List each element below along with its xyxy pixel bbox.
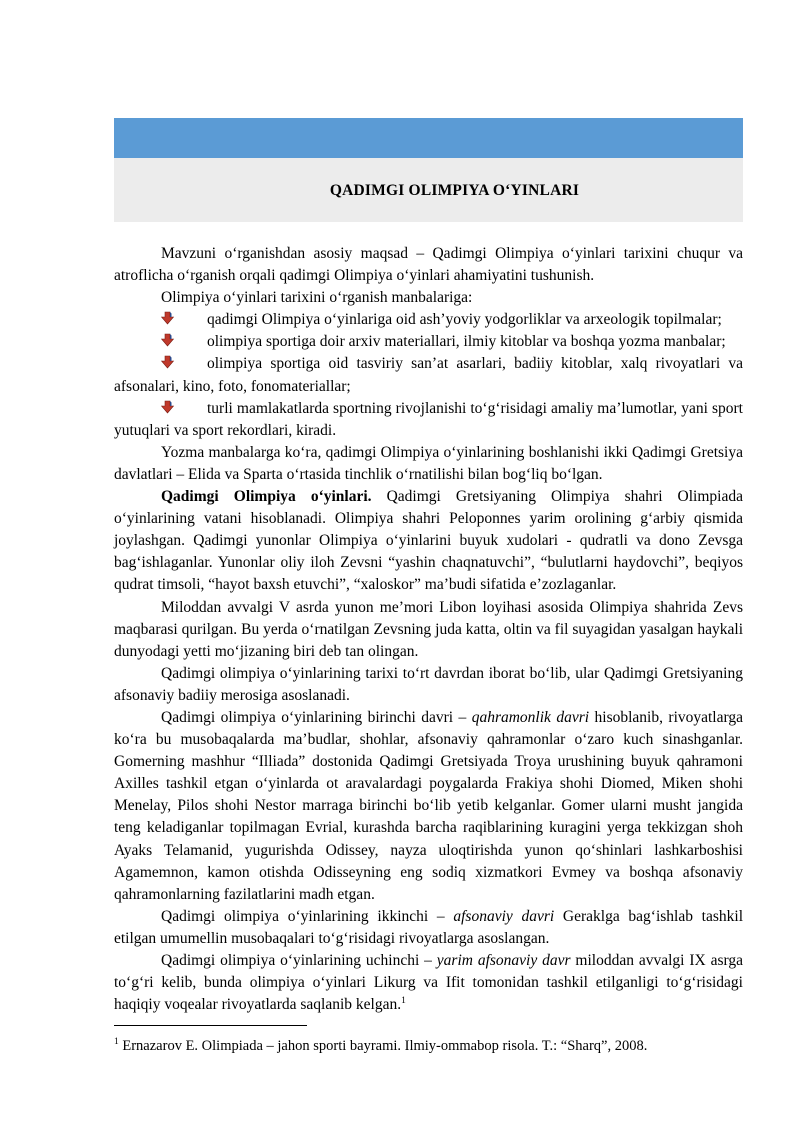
footnote-text: Ernazarov E. Olimpiada – jahon sporti bayrami. Ilmiy-ommabop risola. T.: “Sharq”, 2008. <box>118 1038 648 1054</box>
third-period-paragraph: Qadimgi olimpiya o‘yinlarining uchinchi – yarim afsonaviy davr miloddan avvalgi IX asrga to‘g‘ri kelib, bunda olimpiya o‘yinlari Likurg va Ifit tomonidan tashkil etilganligi to‘g‘risidagi haqiqiy voqealar rivoyatlarda saqlanib kelgan.$^1$ <box>114 952 743 1014</box>
list-item-text: olimpiya sportiga doir arxiv materiallari, ilmiy kitoblar va boshqa yozma manbalar; <box>207 333 726 351</box>
arrow-down-icon <box>161 311 175 325</box>
second-period-paragraph: Qadimgi olimpiya o‘yinlarining ikkinchi – afsonaviy davri Geraklga bag‘ishlab tashkil etilgan umumellin musobaqalari to‘g‘risidagi rivoyatlarga asoslangan. <box>114 907 743 947</box>
list-item <box>114 353 743 397</box>
footnote-marker: 1 <box>114 1037 119 1048</box>
page-title: QADIMGI OLIMPIYA O‘YINLARI <box>329 182 580 199</box>
list-item-text: qadimgi Olimpiya o‘yinlariga oid ash’yoviy yodgorliklar va arxeologik topilmalar; <box>207 311 722 329</box>
arrow-down-icon <box>161 355 175 369</box>
written-sources-paragraph: Yozma manbalarga ko‘ra, qadimgi Olimpiya o‘yinlarining boshlanishi ikki Qadimgi Gretsiya davlatlari – Elida va Sparta o‘rtasida tinchlik o‘rnatilishi bilan bog‘liq bo‘lgan. <box>114 443 743 483</box>
list-item <box>114 309 743 331</box>
footnote-reference[interactable]: 1 <box>401 996 406 1007</box>
footnote-separator <box>114 1025 307 1026</box>
first-period-paragraph: Qadimgi olimpiya o‘yinlarining birinchi davri – qahramonlik davri hisoblanib, rivoyatlarga ko‘ra bu musobaqalarda ma’budlar, shohlar, afsonaviy qahramonlar o‘zaro kuch sinashganlar. Gomerning mashhur “Illiada” dostonida Qadimgi Gretsiyada Troya urushining buyuk qahramoni Axilles tashkil etgan o‘yinlarda ot aravalardagi poygalarda Frakiya shohi Diomed, Miken shohi Menelay, Pilos shohi Nestor marraga birinchi bo‘lib yetib kelganlar. Gomer ularni musht jangida teng keladiganlar topilmagan Evrial, kurashda barcha raqiblarining kuragini yerga tekkizgan shoh Ayaks Telamanid, yugurishda Odissey, nayza uloqtirishda yunon qo‘shinlari lashkarboshisi Agamemnon, kamon otishda Odisseyning eng sodiq xizmatkori Evmey va boshqa afsonaviy qahramonlarning fazilatlarini madh etgan. <box>114 708 744 903</box>
arrow-down-icon <box>161 333 175 347</box>
document-body <box>114 243 743 1016</box>
four-periods-paragraph: Qadimgi olimpiya o‘yinlarining tarixi to‘rt davrdan iborat bo‘lib, ular Qadimgi Gretsiyaning afsonaviy badiiy merosiga asoslanadi. <box>114 664 743 704</box>
arrow-down-icon <box>161 400 175 414</box>
footnote <box>114 1037 743 1055</box>
ancient-olympics-paragraph: Qadimgi Olimpiya o‘yinlari. Qadimgi Gretsiyaning Olimpiya shahri Olimpiada o‘yinlarining vatani hisoblanadi. Olimpiya shahri Peloponnes yarim orolining g‘arbiy qismida joylashgan. Qadimgi yunonlar Olimpiya o‘yinlarini buyuk xudolari - qudratli va dono Zevsga bag‘ishlaganlar. Yunonlar oliy iloh Zevsni “yashin chaqnatuvchi”, “bulutlarni haydovchi”, beqiyos qudrat timsoli, “hayot baxsh etuvchi”, “xaloskor” ma’budi sifatida e’zozlaganlar. <box>114 488 743 594</box>
list-item-text: turli mamlakatlarda sportning rivojlanishi to‘g‘risidagi amaliy ma’lumotlar, yani sport yutuqlari va sport rekordlari, kiradi. <box>114 399 743 439</box>
section-heading: Qadimgi Olimpiya o‘yinlari. <box>161 488 372 506</box>
intro-paragraph: Mavzuni o‘rganishdan asosiy maqsad – Qadimgi Olimpiya o‘yinlari tarixini chuqur va atroflicha o‘rganish orqali qadimgi Olimpiya o‘yinlari ahamiyatini tushunish. <box>114 245 743 285</box>
libon-paragraph: Miloddan avvalgi V asrda yunon me’mori Libon loyihasi asosida Olimpiya shahrida Zevs maqbarasi qurilgan. Bu yerda o‘rnatilgan Zevsning juda katta, oltin va fil suyagidan yasalgan haykali dunyodagi yetti mo‘jizaning biri deb tan olingan. <box>114 598 743 660</box>
list-item-text: olimpiya sportiga oid tasviriy san’at asarlari, badiiy kitoblar, xalq rivoyatlari va afsonalari, kino, foto, fonomateriallar; <box>114 355 743 395</box>
title-band <box>114 158 743 222</box>
header-band <box>114 118 743 158</box>
list-item <box>114 331 743 353</box>
list-item <box>114 398 743 442</box>
sources-lead: Olimpiya o‘yinlari tarixini o‘rganish manbalariga: <box>161 289 473 307</box>
